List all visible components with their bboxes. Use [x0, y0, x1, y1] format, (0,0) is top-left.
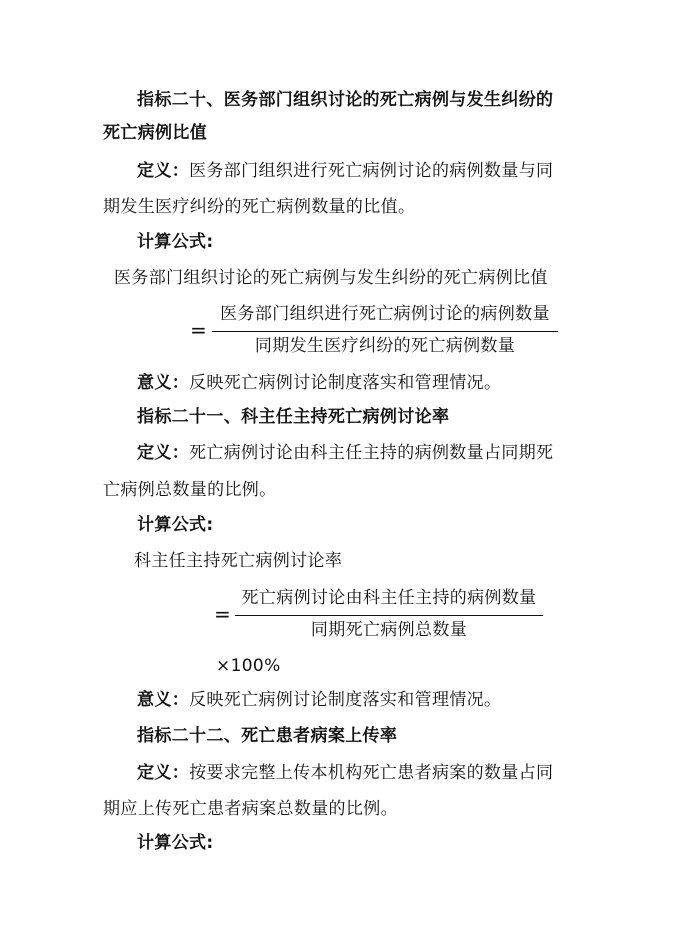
- section-20-fraction: [212, 302, 558, 358]
- definition-text: 按要求完整上传本机构死亡患者病案的数量占同: [189, 763, 554, 783]
- section-20-meaning: [137, 371, 501, 395]
- section-20-numerator: 医务部门组织进行死亡病例讨论的病例数量: [220, 304, 550, 324]
- definition-label: 定义：: [137, 161, 190, 181]
- fraction-bar: [212, 331, 558, 332]
- section-21-denominator: 同期死亡病例总数量: [310, 620, 468, 640]
- meaning-text: 反映死亡病例讨论制度落实和管理情况。: [189, 373, 502, 393]
- section-20-definition: [137, 159, 553, 183]
- section-22-title: 指标二十二、死亡患者病案上传率: [137, 726, 398, 746]
- meaning-label: 意义：: [137, 690, 190, 710]
- section-20-denominator: 同期发生医疗纠纷的死亡病例数量: [254, 336, 516, 356]
- definition-label: 定义：: [137, 443, 190, 463]
- section-20-definition-line2: 期发生医疗纠纷的死亡病例数量的比值。: [103, 197, 416, 217]
- section-20-formula-lhs: 医务部门组织讨论的死亡病例与发生纠纷的死亡病例比值: [114, 268, 548, 288]
- section-20-title-line2: 死亡病例比值: [103, 123, 208, 143]
- section-22-definition-line2: 期应上传死亡患者病案总数量的比例。: [103, 799, 398, 819]
- section-21-fraction: [235, 586, 543, 642]
- section-21-equals: =: [214, 602, 231, 626]
- section-20-formula-label: 计算公式:: [137, 232, 214, 252]
- section-21-meaning: [137, 688, 501, 712]
- section-22-definition: [137, 761, 553, 785]
- section-20-equals: =: [190, 318, 207, 342]
- definition-label: 定义：: [137, 763, 190, 783]
- section-21-definition: [137, 441, 553, 465]
- section-22-formula-label: 计算公式:: [137, 833, 214, 853]
- definition-text: 医务部门组织进行死亡病例讨论的病例数量与同: [189, 161, 554, 181]
- section-21-numerator: 死亡病例讨论由科主任主持的病例数量: [241, 588, 537, 608]
- section-21-formula-lhs: 科主任主持死亡病例讨论率: [134, 551, 343, 571]
- section-21-multiplier: ×100%: [216, 656, 281, 676]
- meaning-text: 反映死亡病例讨论制度落实和管理情况。: [189, 690, 502, 710]
- section-21-formula-label: 计算公式:: [137, 515, 214, 535]
- section-20-title-line1: 指标二十、医务部门组织讨论的死亡病例与发生纠纷的: [137, 90, 554, 110]
- section-21-definition-line2: 亡病例总数量的比例。: [103, 480, 277, 500]
- definition-text: 死亡病例讨论由科主任主持的病例数量占同期死: [189, 443, 554, 463]
- fraction-bar: [235, 615, 543, 616]
- meaning-label: 意义：: [137, 373, 190, 393]
- section-21-title: 指标二十一、科主任主持死亡病例讨论率: [137, 407, 450, 427]
